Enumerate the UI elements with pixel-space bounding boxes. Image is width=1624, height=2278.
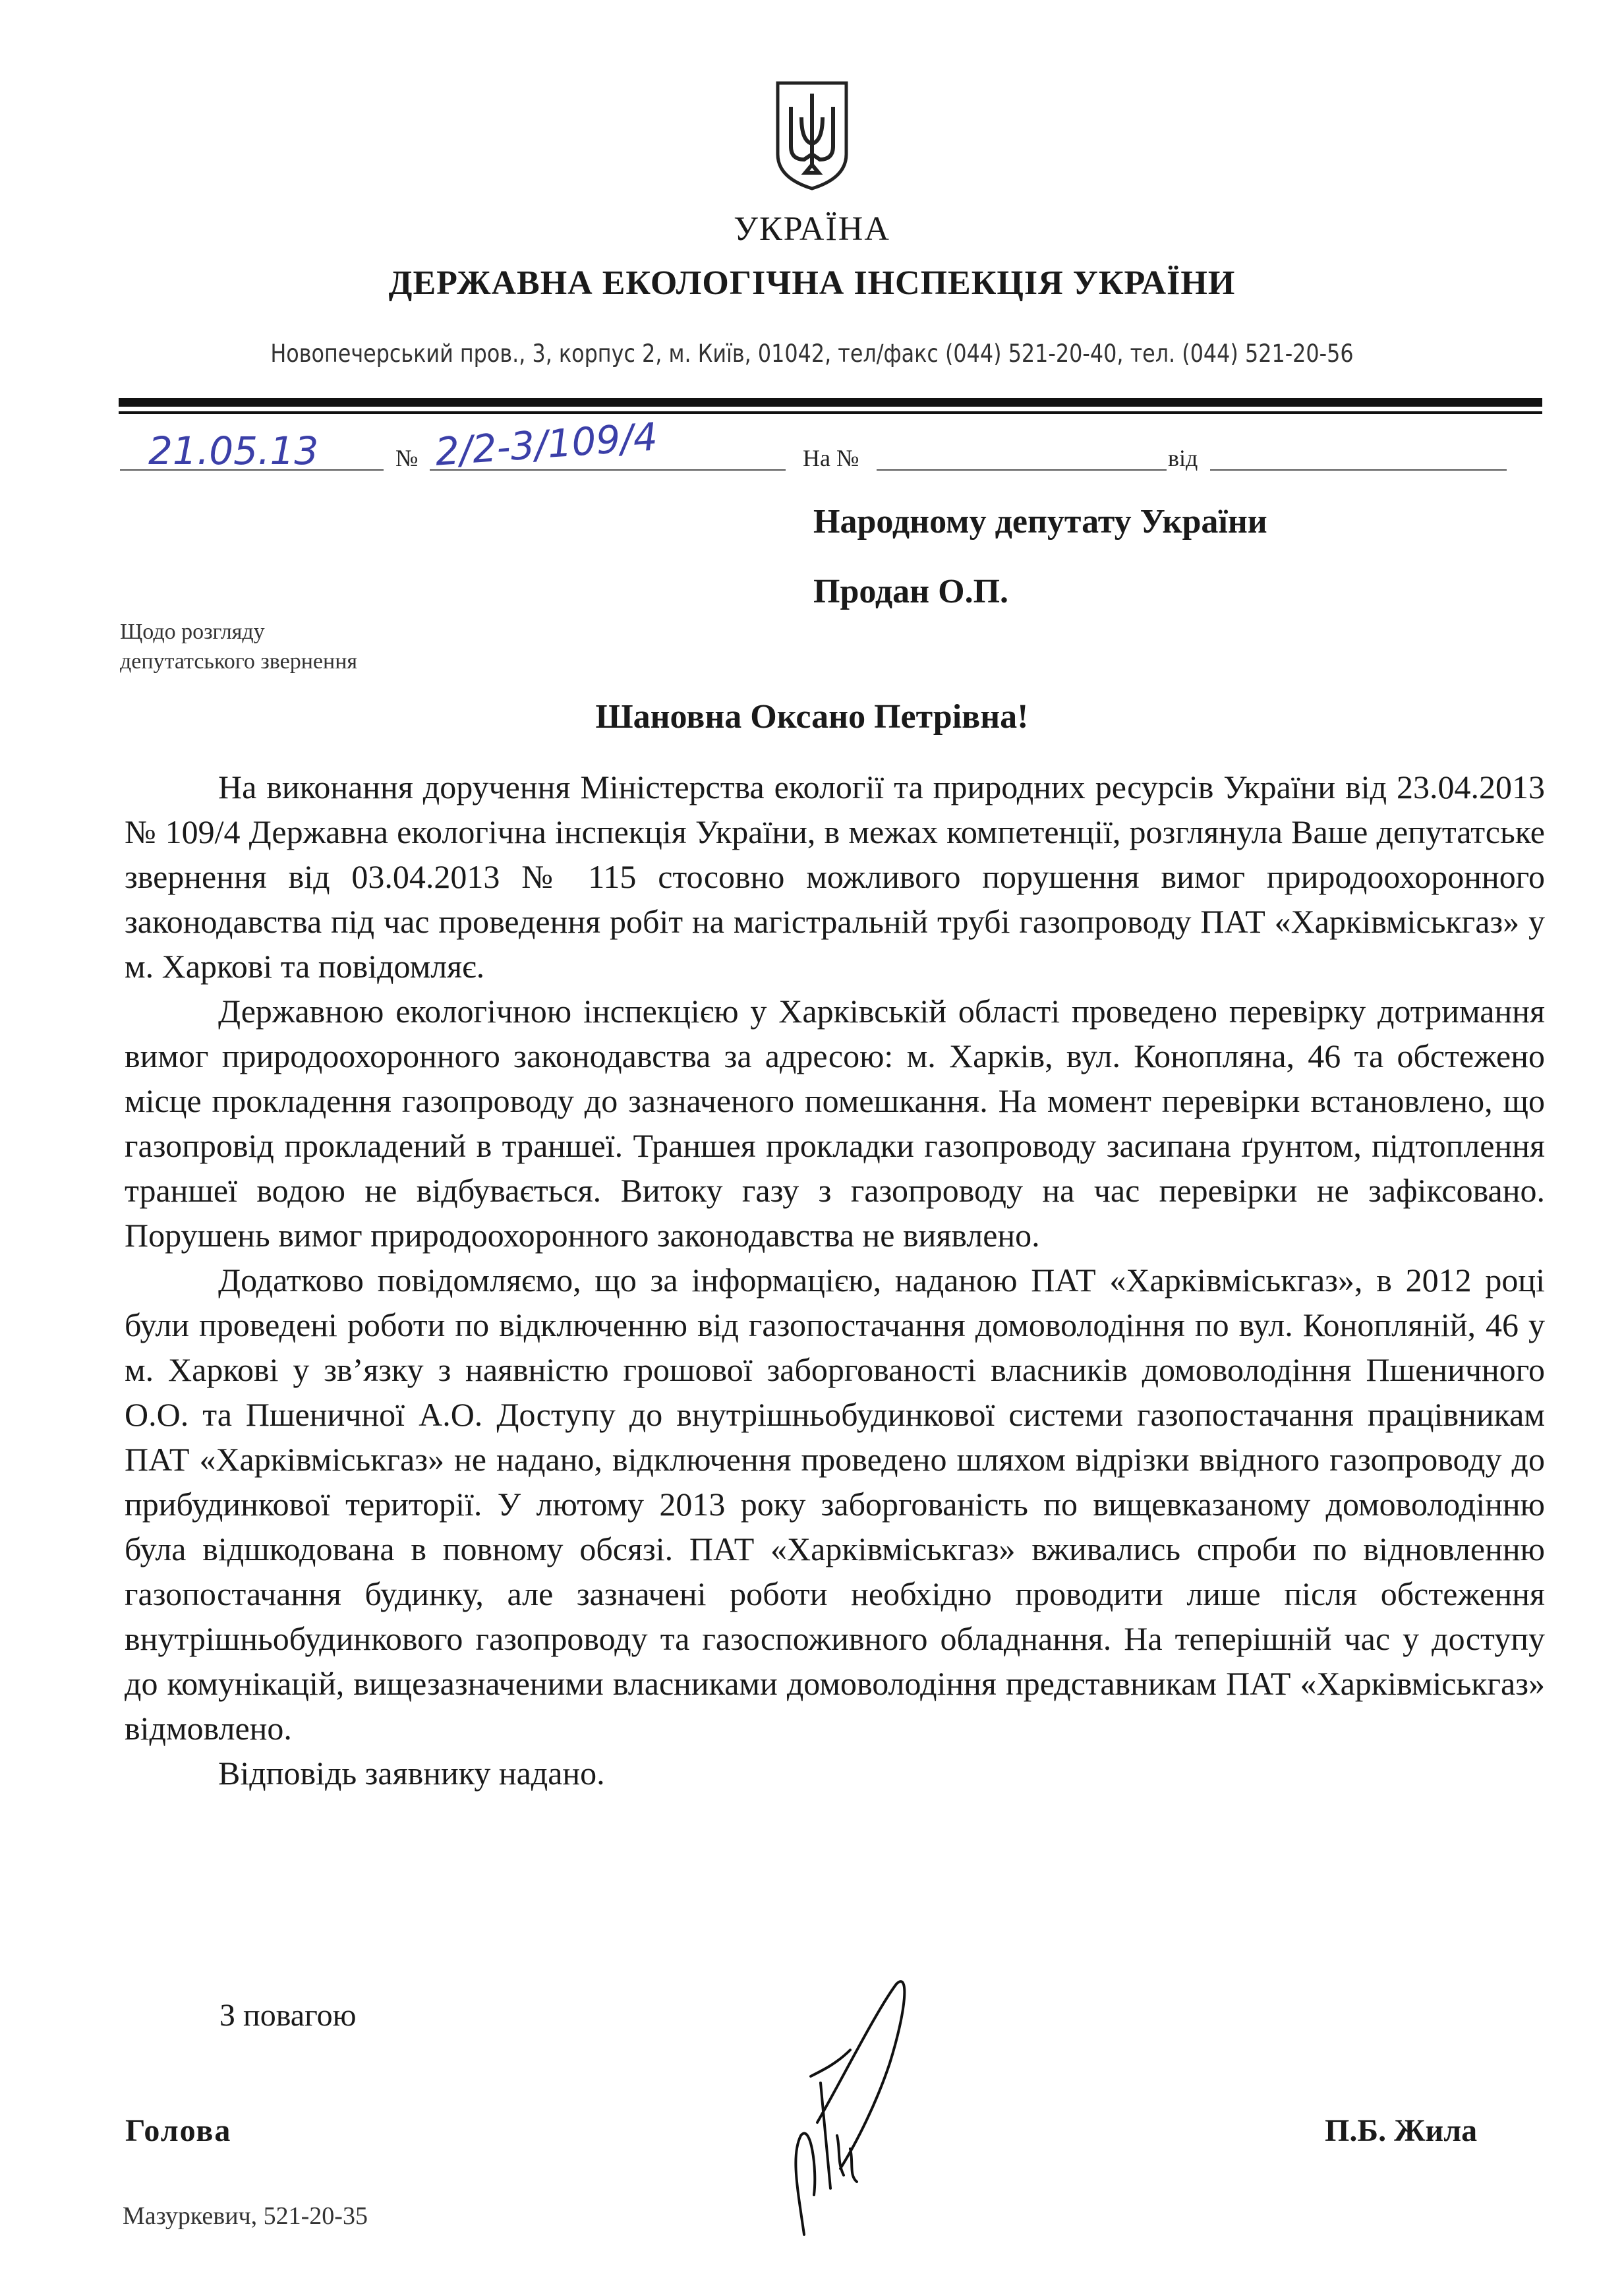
subject-line-2: депутатського звернення xyxy=(120,649,358,674)
header-divider-thick xyxy=(119,398,1542,407)
coat-of-arms-icon xyxy=(772,78,852,191)
registration-number: 2/2-3/109/4 xyxy=(434,414,659,475)
header-divider-thin xyxy=(119,411,1542,414)
letter-body xyxy=(125,765,1545,1796)
addressee-title: Народному депутату України xyxy=(813,503,1267,540)
reply-to-label: На № xyxy=(803,445,859,471)
country-name: УКРАЇНА xyxy=(734,210,890,248)
executor-contact: Мазуркевич, 521-20-35 xyxy=(123,2202,368,2230)
number-label: № xyxy=(395,445,419,471)
reply-to-field-line xyxy=(877,469,1167,471)
body-paragraph: Державною екологічною інспекцією у Харківській області проведено перевірку дотримання вимог природоохоронного законодавства за адресою: м. Харків, вул. Конопляна, 46 та обстежено місце прокладення газопроводу до зазначеного помешкання. На момент перевірки встановлено, що газопровід прокладений в траншеї. Траншея прокладки газопроводу засипана ґрунтом, підтоплення траншеї водою не відбувається. Витоку газу з газопроводу на час перевірки не зафіксовано. Порушень вимог природоохоронного законодавства не виявлено. xyxy=(125,993,1545,1254)
from-field-line xyxy=(1210,469,1507,471)
organization-address: Новопечерський пров., 3, корпус 2, м. Київ, 01042, тел/факс (044) 521-20-40, тел. (044) 521-20-56 xyxy=(270,339,1354,368)
closing-regards: З повагою xyxy=(219,1998,357,2033)
addressee-name: Продан О.П. xyxy=(813,573,1009,610)
body-paragraph: На виконання доручення Міністерства екології та природних ресурсів України від 23.04.2013 № 109/4 Державна екологічна інспекція України, в межах компетенції, розглянула Ваше депутатське звернення від 03.04.2013 № 115 стосовно можливого порушення вимог природоохоронного законодавства під час проведення робіт на магістральній трубі газопроводу ПАТ «Харківміськгаз» у м. Харкові та повідомляє. xyxy=(125,769,1545,985)
signer-name: П.Б. Жила xyxy=(1325,2113,1478,2148)
handwritten-signature xyxy=(778,1971,975,2248)
body-paragraph: Відповідь заявнику надано. xyxy=(218,1755,605,1792)
body-paragraph: Додатково повідомляємо, що за інформацією, наданою ПАТ «Харківміськгаз», в 2012 році були проведені роботи по відключенню від газопостачання домоволодіння по вул. Коноплянiй, 46 у м. Харкові у зв’язку з наявністю грошової заборгованості власників домоволодіння Пшеничного О.О. та Пшеничної А.О. Доступу до внутрішньобудинкової системи газопостачання працівникам ПАТ «Харківміськгаз» не надано, відключення проведено шляхом відрізки ввідного газопроводу до прибудинкової території. У лютому 2013 року заборгованість по вищевказаному домоволодінню була відшкодована в повному обсязі. ПАТ «Харківміськгаз» вживались спроби по відновленню газопостачання будинку, але зазначені роботи необхідно проводити лише після обстеження внутрішньобудинкового газопроводу та газоспоживного обладнання. На теперішній час у доступу до комунікацій, вищезазначеними власниками домоволодіння представникам ПАТ «Харківміськгаз» відмовлено. xyxy=(125,1262,1545,1747)
signer-position: Голова xyxy=(125,2113,232,2148)
from-label: від xyxy=(1168,445,1198,471)
organization-name: ДЕРЖАВНА ЕКОЛОГІЧНА ІНСПЕКЦІЯ УКРАЇНИ xyxy=(388,264,1236,302)
salutation: Шановна Оксано Петрівна! xyxy=(595,698,1029,736)
subject-line-1: Щодо розгляду xyxy=(120,620,265,644)
registration-date: 21.05.13 xyxy=(148,428,319,473)
